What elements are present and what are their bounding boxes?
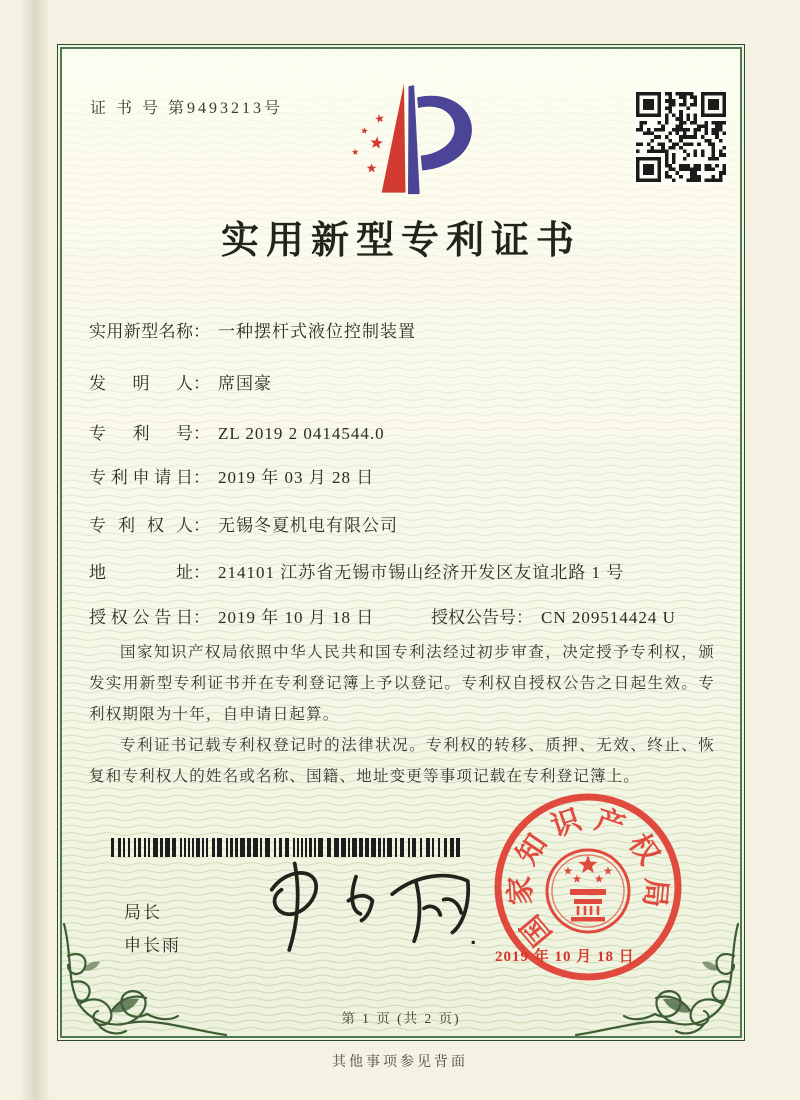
field-label: 专利权人 <box>89 516 193 535</box>
field-row-address: 地址： 214101 江苏省无锡市锡山经济开发区友谊北路 1 号 <box>89 558 719 582</box>
field-label: 专利号 <box>89 424 193 443</box>
svg-text:产: 产 <box>590 803 629 844</box>
certificate-border-frame <box>57 44 745 1041</box>
body-paragraph: 国家知识产权局依照中华人民共和国专利法经过初步审查，决定授予专利权，颁发实用新型专利证书并在专利登记簿上予以登记。专利权自授权公告之日起生效。专利权期限为十年，自申请日起算。 <box>89 644 715 723</box>
svg-text:局: 局 <box>637 876 672 909</box>
back-note: 其他事项参见背面 <box>332 1055 468 1070</box>
signature-icon <box>252 854 482 954</box>
certificate-title: 实用新型专利证书 <box>220 220 581 262</box>
five-stars-icon <box>352 114 384 172</box>
field-value: 无锡冬夏机电有限公司 <box>218 516 398 535</box>
svg-text:国: 国 <box>515 908 559 952</box>
svg-text:知: 知 <box>511 828 554 871</box>
field-value: ZL 2019 2 0414544.0 <box>218 424 385 443</box>
field-row-inventor: 发明人： 席国豪 <box>89 369 719 393</box>
field-row-utility-name: 实用新型名称： 一种摆杆式液位控制装置 <box>89 317 719 341</box>
seal-date: 2019 年 10 月 18 日 <box>495 949 635 965</box>
field-label: 专利申请日 <box>89 468 193 487</box>
field-label: 发明人 <box>89 374 193 393</box>
certificate-number: 证 书 号 第9493213号 <box>90 100 284 117</box>
svg-text:家: 家 <box>504 875 538 906</box>
svg-text:权: 权 <box>622 828 665 871</box>
commissioner-title: 局长 <box>124 903 162 922</box>
body-paragraph: 专利证书记载专利权登记时的法律状况。专利权的转移、质押、无效、终止、恢复和专利权人的姓名或名称、国籍、地址变更等事项记载在专利登记簿上。 <box>89 737 715 785</box>
field-value: 席国豪 <box>218 374 272 393</box>
certificate-content <box>62 49 740 1036</box>
field-row-filing-date: 专利申请日： 2019 年 03 月 28 日 <box>89 463 719 487</box>
svg-text:识: 识 <box>547 803 586 844</box>
field-label: 授权公告日 <box>89 608 193 627</box>
legal-body-text <box>89 637 715 792</box>
commissioner-name: 申长雨 <box>124 936 181 955</box>
field-grant-number: 授权公告号： CN 209514424 U <box>431 608 676 627</box>
field-row-patent-number: 专利号： ZL 2019 2 0414544.0 <box>89 419 719 443</box>
qr-code-icon <box>633 89 729 185</box>
field-value: 2019 年 03 月 28 日 <box>218 468 375 487</box>
certificate-inner-area <box>60 47 742 1038</box>
page-indicator: 第 1 页 (共 2 页) <box>341 1011 461 1026</box>
cnipa-logo-icon <box>331 76 483 208</box>
field-value: 一种摆杆式液位控制装置 <box>218 322 416 341</box>
field-label: 实用新型名称 <box>89 322 193 341</box>
field-value: 2019 年 10 月 18 日 <box>218 608 375 627</box>
field-row-patentee: 专利权人： 无锡冬夏机电有限公司 <box>89 511 719 535</box>
scan-spine-shadow <box>20 0 50 1100</box>
field-label: 地址 <box>89 563 193 582</box>
field-value: 214101 江苏省无锡市锡山经济开发区友谊北路 1 号 <box>218 563 625 582</box>
field-row-grant-date: 授权公告日： 2019 年 10 月 18 日 授权公告号： CN 209514424 U <box>89 603 719 627</box>
